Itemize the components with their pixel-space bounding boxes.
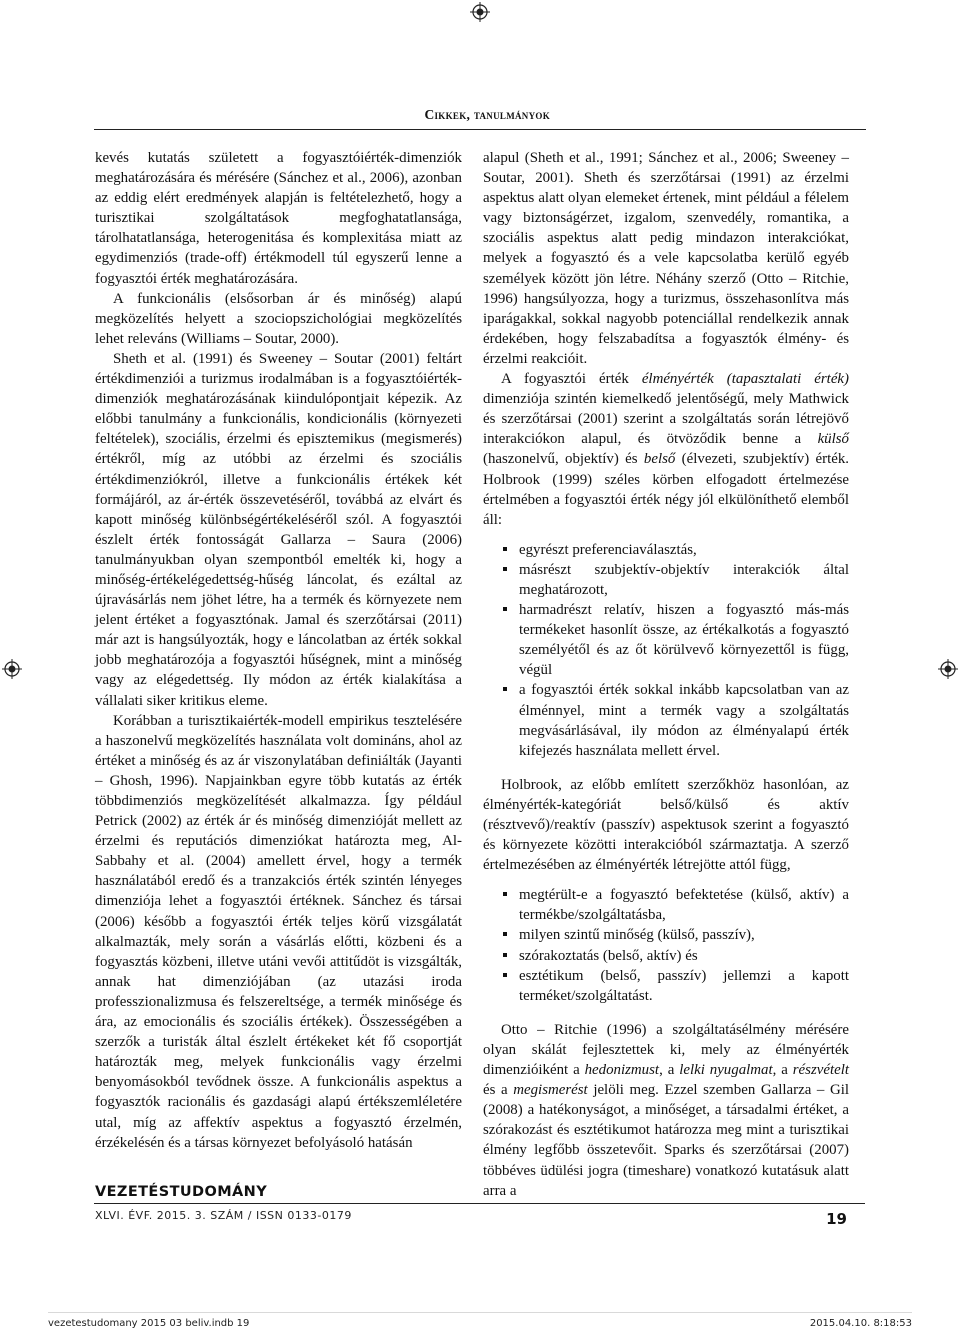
bullet-list-holbrook (483, 540, 849, 761)
journal-name: VEZETÉSTUDOMÁNY (95, 1184, 268, 1200)
paragraph: kevés kutatás született a fogyasztóiérték-dimenziók meghatározására és mérésére (Sánchez et al., 2006), azonban az eddig elért eredmények alapján is feltételezhető, hogy a turisztikai szolgáltatások megfoghatatlansága, tárolhatatlansága, heterogenitása és komplexitása miatt az egydimenziós (trade-off) értékmodell túl egyszerű lenne a fogyasztói érték meghatározására. (95, 150, 462, 287)
text-run: A fogyasztói érték (501, 371, 642, 388)
print-slug-date: 2015.04.10. 8:18:53 (809, 1318, 912, 1329)
list-item: esztétikum (belső, passzív) jellemzi a kapott terméket/szolgáltatást. (503, 966, 849, 1006)
header-rule (94, 129, 866, 130)
paragraph: A funkcionális (elsősorban ár és minőség) alapú megközelítés helyett a szociopszichológiai megközelítés lehet releváns (Williams – Soutar, 2000). (95, 290, 462, 347)
registration-mark-right-icon (938, 659, 958, 679)
text-run: , a (659, 1062, 680, 1079)
slug-rule (48, 1312, 912, 1313)
paragraph-otto-ritchie (483, 1020, 849, 1201)
paragraph: alapul (Sheth et al., 1991; Sánchez et al., 2006; Sweeney – Soutar, 2001). Sheth és szerzőtársai (1991) az érzelmi aspektus alatt olyan elemeket értenek, mint például a félelem vagy biztonságérzet, izgalom, szenvedély, romantika, a szociális aspektus alatt pedig mindazon interakciókat, melyek a fogyasztó és a vele kapcsolatba kerülő egyéb személyek között jön létre. Néhány szerző (Otto – Ritchie, 1996) hangsúlyozza, hogy a turizmus, összehasonlítva más iparágakkal, sokkal nagyobb potenciállal rendelkezik annak érdekében, hogy felszabadítsa a fogyasztók élmény- és érzelmi reakcióit. (483, 150, 849, 367)
left-column (95, 148, 462, 1153)
italic-term: külső (817, 431, 849, 448)
text-run: (élvezeti, szubjektív) érték. Holbrook (1999) széles körben elfogadott értelmezése értelmében a fogyasztói érték négy jól elkülöníthető elemből áll: (483, 451, 850, 528)
registration-mark-left-icon (2, 659, 22, 679)
list-item: másrészt szubjektív-objektív interakciók által meghatározott, (503, 560, 849, 600)
print-slug-file: vezetestudomany 2015 03 beliv.indb 19 (48, 1318, 250, 1329)
italic-term: megismerést (513, 1082, 588, 1099)
text-run: Otto – Ritchie (1996) a szolgáltatásélmény mérésére olyan skálát fejlesztettek ki, mely az élményérték dimenzióiként a (483, 1021, 849, 1079)
paragraph: Sheth et al. (1991) és Sweeney – Soutar (2001) feltárt értékdimenziói a turizmus irodalmában is a fogyasztóiérték-dimenziók meghatározásának kiindulópontjait képezik. Az előbbi tanulmány a funkcionális, kondicionális (környezeti feltételek), szociális, érzelmi és episztemikus (megismerés) értékről, míg az utóbbi az érzelmi és szociális értékdimenziókról, illetve a funkcionális értékek két formájáról, az ár-érték összevetéséről, továbbá az elvárt és kapott minőség különbségértékeléséről szól. A fogyasztói észlelt érték fontosságát Gallarza – Saura (2006) tanulmányukban olyan szempontból emelték ki, hogy a minőség-értékelégedettség-hűség láncolat, és ezáltal az újravásárlás nem jöhet létre, ha a termék és környezete nem jelent értéket a fogyasztónak. Jamal és szerzőtársai (2011) már azt is hangsúlyozták, hogy e láncolatban az érték sokkal jobb meghatározója a fogyasztói hűségnek, mint a minőség vagy az elégedettség. Ily módon az érték kialakítása a vállalati siker kritikus eleme. (95, 350, 462, 709)
list-item: szórakoztatás (belső, aktív) és (503, 946, 849, 966)
italic-term: részvételt (792, 1062, 849, 1079)
text-run: jelöli meg. Ezzel szemben Gallarza – Gil (2008) a hatékonyságot, a minőséget, a társadalmi értéket, a szórakozást és esztétikumot határozza meg mint a turisztikai élmény legfőbb összetevőit. Sparks és szerzőtársai (2007) többéves üdülési jogra (timeshare) vonatkozó kutatásuk alatt arra a (483, 1082, 849, 1199)
text-run: és a (483, 1082, 514, 1099)
list-item: a fogyasztói érték sokkal inkább kapcsolatban van az élménnyel, mint a termék vagy a szolgáltatás megvásárlásával, ily módon az élményalapú érték kifejezés használata mellett érvel. (503, 680, 849, 760)
list-item: megtérült-e a fogyasztó befektetése (külső, aktív) a termékbe/szolgáltatásba, (503, 885, 849, 925)
italic-term: élményérték (tapasztalati érték) (641, 371, 849, 388)
registration-mark-top-icon (470, 2, 490, 22)
text-run: (haszonelvű, objektív) és (483, 451, 644, 468)
section-title: Cikkek, tanulmányok (424, 107, 550, 122)
list-item: harmadrészt relatív, hiszen a fogyasztó más-más termékeket hasonlít össze, az értékalkotás a fogyasztó személyétől és az őt körülvevő környezettől is függ, végül (503, 600, 849, 680)
italic-term: hedonizmust (584, 1062, 660, 1079)
paragraph-experience-value (483, 369, 849, 530)
bullet-list-experience (483, 885, 849, 1006)
right-column (483, 148, 849, 1201)
text-run: , a (772, 1062, 793, 1079)
issue-info: XLVI. ÉVF. 2015. 3. SZÁM / ISSN 0133-0179 (95, 1209, 352, 1222)
list-item: egyrészt preferenciaválasztás, (503, 540, 849, 560)
paragraph: Holbrook, az előbb említett szerzőkhöz hasonlóan, az élményérték-kategóriát belső/külső és aktív (résztvevő)/reaktív (passzív) aspektusok szerint a fogyasztó és környezete közötti interakcióból származtatja. A szerző értelmezésében az élményérték létrejötte attól függ, (483, 776, 849, 874)
footer-rule (94, 1203, 865, 1204)
list-item: milyen szintű minőség (külső, passzív), (503, 925, 849, 945)
page-number: 19 (826, 1210, 847, 1228)
italic-term: lelki nyugalmat (679, 1062, 773, 1079)
italic-term: belső (643, 451, 676, 468)
paragraph: Korábban a turisztikaiérték-modell empirikus tesztelésére a haszonelvű megközelítés használata volt domináns, ahol az értéket a minőség és az ár viszonylatában definiálták (Jayanti – Ghosh, 1996). Napjainkban egyre több kutatás az érték többdimenziós megközelítését alkalmazza. Így például Petrick (2002) az érték ár és minőség dimenzióját mellett az érzelmi és reputációs dimenziókat határozta meg, Al-Sabbahy et al. (2004) amellett érvel, hogy a termék használatából eredő és a tranzakciós érték szintén lényeges dimenziója lehet a fogyasztói értéknek. Sánchez és társai (2006) később a fogyasztói érték teljes körű vizsgálatát alkalmazták, mely során a vásárlás előtti, közbeni és a fogyasztás közbeni, illetve utáni vevői attitűdöt is vizsgálták, annak hat dimenziójában (az utazási iroda professzionalizmusa és felszereltsége, a termék minősége és ára, az emocionális és szociális értékek). Összességében a szerzők a turisták által észlelt értékeket két fő csoportját határozták meg, melyek funkcionális vagy érzelmi benyomásokból tevődnek össze. A funkcionális aspektus a fogyasztók racionális és gazdasági alapú értékszemléletére utal, míg az affektív aspektus a fogyasztó érzelmén, érzékelésén és a társas környezet befolyásoló hatásán (95, 712, 462, 1151)
text-run: dimenziója szintén kiemelkedő jelentőségű, mely Mathwick és szerzőtársai (2001) szerint a szolgáltatás során létrejövő interakciókon alapul, és ötvöződik benne a (483, 391, 849, 448)
